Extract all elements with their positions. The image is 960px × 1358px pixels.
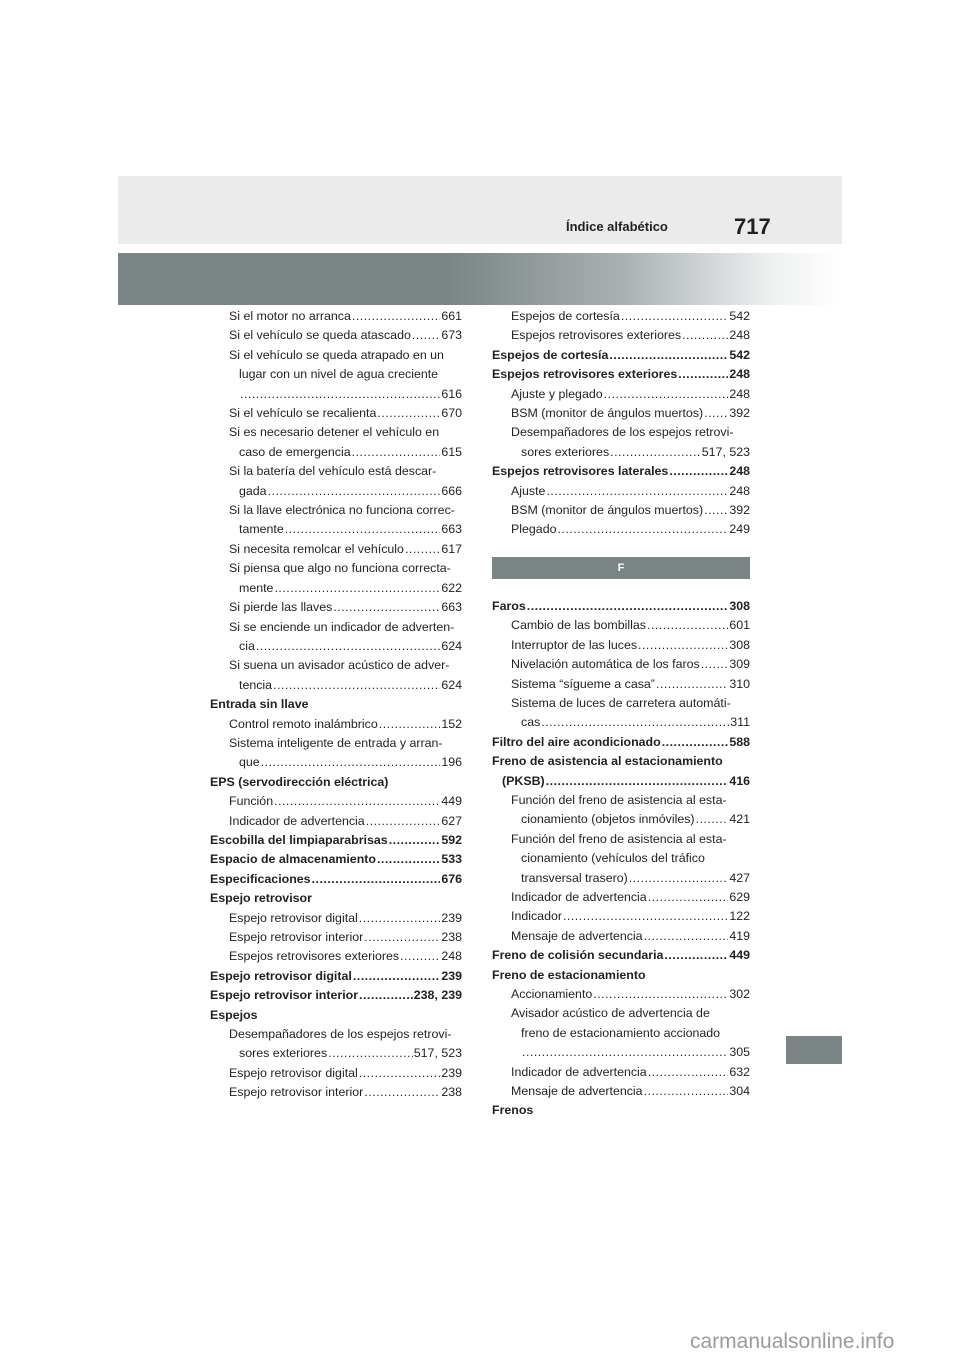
index-entry-page: 310	[729, 676, 750, 691]
index-entry-label: Escobilla del limpiaparabrisas	[210, 832, 388, 847]
index-entry-label: (PKSB)	[502, 773, 545, 788]
index-entry: Frenos	[492, 1103, 534, 1118]
index-entry	[210, 1064, 462, 1083]
index-entry-page: 238, 239	[413, 988, 462, 1003]
index-entry-page: 617	[441, 541, 462, 556]
index-entry: Desempañadores de los espejos retrovi-	[229, 1027, 452, 1042]
index-entry-label: sores exteriores	[239, 1046, 328, 1061]
leader-dots	[593, 985, 728, 1004]
index-entry-page: 248	[729, 367, 750, 382]
leader-dots	[563, 907, 728, 926]
index-entry	[210, 986, 462, 1005]
index-entry	[210, 520, 462, 539]
index-entry-page: 248	[729, 464, 750, 479]
index-entry-page: 624	[441, 677, 462, 692]
index-entry	[492, 597, 750, 616]
index-entry-page: 248	[729, 328, 750, 343]
leader-dots	[359, 909, 441, 928]
index-entry	[210, 482, 462, 501]
index-entry-page: 248	[729, 386, 750, 401]
leader-dots	[644, 927, 729, 946]
index-entry-page: 449	[441, 794, 462, 809]
index-entry: freno de estacionamiento accionado	[521, 1025, 721, 1040]
index-entry-page: 533	[441, 852, 462, 867]
index-entry-label: Faros	[492, 598, 526, 613]
index-entry	[492, 1043, 750, 1062]
watermark: carmanualsonline.info	[690, 1330, 895, 1353]
leader-dots	[656, 675, 728, 694]
index-group-e-continued	[492, 307, 750, 540]
leader-dots	[701, 655, 729, 674]
index-entry-page: 239	[441, 1065, 462, 1080]
index-entry	[210, 792, 462, 811]
index-entry	[210, 598, 462, 617]
index-entry	[210, 812, 462, 831]
index-entry: Sistema de luces de carretera automáti-	[511, 695, 731, 710]
index-entry	[492, 907, 750, 926]
index-entry-page: 122	[729, 909, 750, 924]
leader-dots	[704, 404, 728, 423]
index-entry-page: 416	[729, 773, 750, 788]
index-entry-label: Freno de colisión secundaria	[492, 948, 664, 963]
index-entry-page: 542	[729, 309, 750, 323]
leader-dots	[696, 810, 729, 829]
leader-dots	[359, 1064, 441, 1083]
index-entry-label: Nivelación automática de los faros	[511, 657, 700, 672]
index-entry-label: Ajuste y plegado	[511, 386, 603, 401]
index-entry	[492, 655, 750, 674]
index-entry	[492, 985, 750, 1004]
index-entry-label: Espejos de cortesía	[492, 347, 609, 362]
index-entry-page: 392	[729, 406, 750, 421]
index-entry	[492, 1063, 750, 1082]
index-entry-page: 517, 523	[701, 444, 750, 459]
index-entry	[210, 307, 462, 326]
index-entry-label: Espejos de cortesía	[511, 309, 620, 323]
index-entry: Si la batería del vehículo está descar-	[229, 464, 437, 479]
index-entry-page: 627	[441, 813, 462, 828]
leader-dots	[273, 676, 440, 695]
leader-dots	[647, 616, 728, 635]
index-entry-page: 673	[441, 328, 462, 343]
index-entry-page: 238	[441, 1085, 462, 1100]
index-entry	[492, 1082, 750, 1101]
index-entry: Si el vehículo se queda atrapado en un	[229, 347, 444, 362]
index-entry	[210, 676, 462, 695]
index-entry	[210, 326, 462, 345]
index-entry: Si es necesario detener el vehículo en	[229, 425, 440, 440]
index-entry-page: 661	[441, 309, 462, 323]
index-entry-label: Espejos retrovisores exteriores	[511, 328, 682, 343]
index-entry: EPS (servodirección eléctrica)	[210, 774, 389, 789]
leader-dots	[669, 462, 728, 481]
index-entry: Avisador acústico de advertencia de	[511, 1006, 710, 1021]
leader-dots	[662, 733, 729, 752]
index-entry	[492, 385, 750, 404]
index-entry-label: Espejo retrovisor digital	[210, 968, 352, 983]
leader-dots	[638, 636, 728, 655]
leader-dots	[604, 385, 729, 404]
leader-dots	[274, 792, 440, 811]
index-entry-label: Si el motor no arranca	[229, 309, 351, 323]
leader-dots	[405, 540, 440, 559]
page-section-title: Índice alfabético	[566, 219, 668, 234]
index-entry-page: 588	[729, 734, 750, 749]
index-entry-label: Espejos retrovisores exteriores	[492, 367, 678, 382]
index-entry-page: 624	[441, 638, 462, 653]
index-entry-label: Espejo retrovisor digital	[229, 1065, 358, 1080]
index-entry: Espejo retrovisor	[210, 891, 312, 906]
index-entry	[210, 850, 462, 869]
index-entry	[210, 909, 462, 928]
index-entry	[492, 733, 750, 752]
index-entry	[492, 772, 750, 791]
index-entry-label: BSM (monitor de ángulos muertos)	[511, 406, 704, 421]
index-entry-label: mente	[239, 580, 274, 595]
leader-dots	[557, 520, 728, 539]
index-entry-page: 238	[441, 930, 462, 944]
index-entry-label: Cambio de las bombillas	[511, 618, 646, 633]
leader-dots	[268, 482, 441, 501]
leader-dots	[352, 307, 440, 326]
leader-dots	[364, 928, 440, 947]
index-entry-label: Espejos retrovisores laterales	[492, 464, 669, 479]
index-entry-label: Sistema “sígueme a casa”	[511, 676, 655, 691]
index-entry	[210, 870, 462, 889]
index-entry	[210, 579, 462, 598]
index-entry: Si piensa que algo no funciona correcta-	[229, 561, 451, 576]
index-entry-label: Accionamiento	[511, 987, 593, 1001]
leader-dots	[682, 326, 728, 345]
index-entry-label: Si el vehículo se recalienta	[229, 406, 377, 421]
index-entry-page: 449	[729, 948, 750, 963]
index-entry-page: 308	[729, 598, 750, 613]
index-entry	[492, 810, 750, 829]
index-entry	[210, 947, 462, 966]
index-entry-page: 616	[441, 386, 462, 401]
index-entry-page: 663	[441, 522, 462, 537]
index-entry-label: BSM (monitor de ángulos muertos)	[511, 503, 704, 518]
leader-dots	[644, 1082, 729, 1101]
index-entry	[492, 482, 750, 501]
leader-dots	[256, 637, 440, 656]
index-entry	[492, 636, 750, 655]
index-entry: Entrada sin llave	[210, 697, 309, 712]
index-entry-label: tencia	[239, 677, 273, 692]
index-entry	[492, 927, 750, 946]
index-entry	[492, 946, 750, 965]
leader-dots	[261, 753, 441, 772]
index-entry-label: Plegado	[511, 522, 557, 537]
index-column-right	[492, 307, 750, 1121]
index-entry-label: Indicador de advertencia	[511, 889, 647, 904]
index-entry-page: 239	[441, 910, 462, 925]
leader-dots	[333, 598, 440, 617]
index-entry-page: 592	[441, 832, 462, 847]
index-entry	[492, 404, 750, 423]
leader-dots	[389, 831, 441, 850]
index-entry-page: 304	[729, 1084, 750, 1099]
index-entry-label: Espejo retrovisor digital	[229, 910, 358, 925]
index-entry-label: Espejos retrovisores exteriores	[229, 949, 400, 964]
index-entry-label: Control remoto inalámbrico	[229, 716, 378, 731]
index-entry-page: 615	[441, 444, 462, 459]
leader-dots	[648, 1063, 729, 1082]
index-entry-label: Indicador de advertencia	[511, 1064, 647, 1079]
index-entry-page: 676	[441, 871, 462, 886]
index-entry	[492, 501, 750, 520]
index-entry-label: Filtro del aire acondicionado	[492, 734, 661, 749]
page-number: 717	[734, 214, 771, 239]
index-entry-page: 666	[441, 483, 462, 498]
index-entry-page: 419	[729, 928, 750, 943]
index-entry-label: Mensaje de advertencia	[511, 928, 643, 943]
index-entry-page: 542	[729, 347, 750, 362]
leader-dots	[285, 520, 441, 539]
index-entry	[210, 637, 462, 656]
leader-dots	[621, 307, 728, 326]
index-entry	[210, 540, 462, 559]
leader-dots	[240, 385, 440, 404]
leader-dots	[629, 869, 729, 888]
section-thumb-tab	[786, 1036, 842, 1064]
index-entry	[210, 967, 462, 986]
index-entry: Si la llave electrónica no funciona correc-	[229, 503, 455, 518]
index-entry-page: 302	[729, 987, 750, 1001]
index-entry-page: 196	[441, 755, 462, 770]
leader-dots	[377, 850, 440, 869]
leader-dots	[352, 443, 441, 462]
index-entry-label: Si necesita remolcar el vehículo	[229, 541, 404, 556]
index-entry	[492, 675, 750, 694]
index-entry	[492, 365, 750, 384]
index-entry-page: 249	[729, 522, 750, 537]
index-entry	[492, 326, 750, 345]
leader-dots	[522, 1043, 728, 1062]
index-entry: Función del freno de asistencia al esta-	[511, 831, 727, 846]
index-entry	[210, 1083, 462, 1102]
index-entry-page: 427	[729, 870, 750, 885]
index-entry: Función del freno de asistencia al esta-	[511, 792, 727, 807]
leader-dots	[678, 365, 728, 384]
index-entry	[492, 443, 750, 462]
index-entry	[492, 713, 750, 732]
index-entry	[210, 928, 462, 947]
index-entry	[492, 346, 750, 365]
index-entry	[492, 307, 750, 326]
index-entry-page: 239	[441, 968, 462, 983]
index-entry: lugar con un nivel de agua creciente	[239, 367, 439, 382]
index-entry-label: tamente	[239, 522, 284, 537]
index-entry	[492, 888, 750, 907]
index-entry-label: Espejo retrovisor interior	[210, 988, 359, 1003]
index-entry-page: 421	[729, 812, 750, 827]
index-entry-label: Función	[229, 794, 274, 809]
leader-dots	[364, 1083, 440, 1102]
leader-dots	[312, 870, 441, 889]
index-entry	[492, 462, 750, 481]
index-entry-label: Espacio de almacenamiento	[210, 852, 376, 867]
index-entry: Desempañadores de los espejos retrovi-	[511, 425, 734, 440]
index-entry-page: 517, 523	[413, 1046, 462, 1061]
index-entry-label: transversal trasero)	[521, 870, 628, 885]
index-entry-label: Si el vehículo se queda atascado	[229, 328, 411, 343]
index-entry	[210, 753, 462, 772]
index-entry: cionamiento (vehículos del tráfico	[521, 851, 705, 866]
index-entry-label: que	[239, 755, 260, 770]
index-entry-page: 629	[729, 889, 750, 904]
index-entry-label: caso de emergencia	[239, 444, 351, 459]
index-entry	[210, 1044, 462, 1063]
index-entry-label: Espejo retrovisor interior	[229, 1085, 364, 1100]
index-entry	[210, 443, 462, 462]
index-entry-label: Especificaciones	[210, 871, 311, 886]
index-entry	[492, 616, 750, 635]
leader-dots	[379, 715, 441, 734]
leader-dots	[328, 1044, 413, 1063]
leader-dots	[546, 772, 729, 791]
leader-dots	[359, 986, 413, 1005]
index-entry-page: 601	[729, 618, 750, 633]
index-entry: Si se enciende un indicador de adverten-	[229, 619, 455, 634]
index-entry	[210, 404, 462, 423]
index-entry-label: cionamiento (objetos inmóviles)	[521, 812, 695, 827]
index-entry-label: Indicador	[511, 909, 562, 924]
leader-dots	[366, 812, 441, 831]
index-entry-label: Indicador de advertencia	[229, 813, 365, 828]
index-entry-label: cia	[239, 638, 255, 653]
leader-dots	[664, 946, 728, 965]
index-column-left	[210, 307, 462, 1103]
index-entry-label: sores exteriores	[521, 444, 610, 459]
index-entry-page: 392	[729, 503, 750, 518]
index-entry-label: Ajuste	[511, 483, 546, 498]
index-entry	[492, 869, 750, 888]
index-entry	[210, 831, 462, 850]
leader-dots	[704, 501, 728, 520]
leader-dots	[546, 482, 728, 501]
leader-dots	[274, 579, 440, 598]
index-entry: Freno de estacionamiento	[492, 967, 646, 982]
index-entry-page: 308	[729, 637, 750, 652]
index-entry-page: 311	[730, 715, 750, 730]
index-entry-label: cas	[521, 715, 541, 730]
index-entry-label: Si pierde las llaves	[229, 600, 333, 615]
leader-dots	[541, 713, 729, 732]
index-entry-label: Mensaje de advertencia	[511, 1084, 643, 1099]
index-entry-page: 622	[441, 580, 462, 595]
leader-dots	[377, 404, 440, 423]
leader-dots	[609, 346, 728, 365]
index-entry-page: 305	[729, 1045, 750, 1060]
index-entry-page: 248	[441, 949, 462, 964]
index-entry-label: Espejo retrovisor interior	[229, 930, 364, 944]
index-group-f	[492, 597, 750, 1121]
leader-dots	[353, 967, 440, 986]
index-entry: Espejos	[210, 1007, 258, 1022]
leader-dots	[648, 888, 729, 907]
leader-dots	[412, 326, 440, 345]
index-entry-page: 632	[729, 1064, 750, 1079]
index-entry: Freno de asistencia al estacionamiento	[492, 754, 723, 769]
section-letter-bar: F	[492, 557, 750, 579]
index-entry	[210, 385, 462, 404]
decorative-gradient-band	[118, 253, 842, 305]
index-entry	[492, 520, 750, 539]
index-entry-page: 248	[729, 483, 750, 498]
index-entry-page: 152	[441, 716, 462, 731]
index-entry-label: Interruptor de las luces	[511, 637, 638, 652]
index-entry: Sistema inteligente de entrada y arran-	[229, 735, 443, 750]
index-entry-label: gada	[239, 483, 267, 498]
index-entry-page: 309	[729, 657, 750, 672]
leader-dots	[527, 597, 729, 616]
index-entry	[210, 715, 462, 734]
index-entry-page: 663	[441, 600, 462, 615]
index-entry-page: 670	[441, 406, 462, 421]
index-entry: Si suena un avisador acústico de adver-	[229, 658, 450, 673]
leader-dots	[610, 443, 701, 462]
leader-dots	[400, 947, 440, 966]
